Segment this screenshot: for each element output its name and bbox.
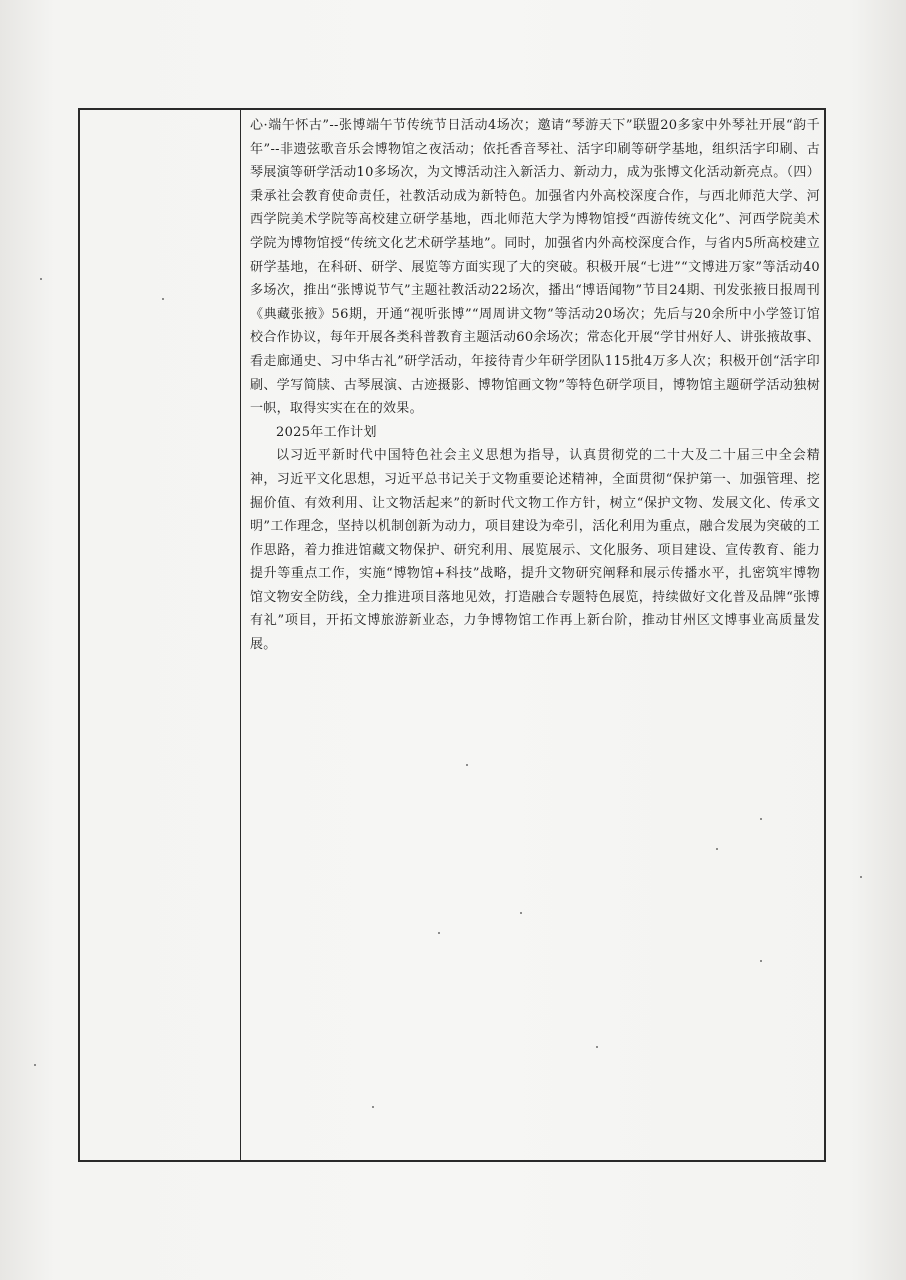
paper-speck bbox=[520, 912, 522, 914]
continued-paragraph: 心·端午怀古”--张博端午节传统节日活动4场次；邀请“琴游天下”联盟20多家中外琴社开展“韵千年”--非遗弦歌音乐会博物馆之夜活动；依托香音琴社、活字印刷等研学基地，组织活字印刷、古琴展演等研学活动10多场次，为文博活动注入新活力、新动力，成为张博文化活动新亮点。（四）秉承社会教育使命责任，社教活动成为新特色。加强省内外高校深度合作，与西北师范大学、河西学院美术学院等高校建立研学基地，西北师范大学为博物馆授“西游传统文化”、河西学院美术学院为博物馆授“传统文化艺术研学基地”。同时，加强省内外高校深度合作，与省内5所高校建立研学基地，在科研、研学、展览等方面实现了大的突破。积极开展“七进”“文博进万家”等活动40多场次，推出“张博说节气”主题社教活动22场次，播出“博语闻物”节目24期、刊发张掖日报周刊《典藏张掖》56期，开通“视听张博”“周周讲文物”等活动20场次；先后与20余所中小学签订馆校合作协议，每年开展各类科普教育主题活动60余场次；常态化开展“学甘州好人、讲张掖故事、看走廊通史、习中华古礼”研学活动，年接待青少年研学团队115批4万多人次；积极开创“活字印刷、学写简牍、古琴展演、古迹摄影、博物馆画文物”等特色研学项目，博物馆主题研学活动独树一帜，取得实实在在的效果。 bbox=[250, 118, 820, 417]
paper-speck bbox=[760, 818, 762, 820]
paper-speck bbox=[466, 764, 468, 766]
column-divider bbox=[240, 110, 241, 1160]
paper-speck bbox=[372, 1106, 374, 1108]
form-table bbox=[78, 108, 826, 1162]
plan-heading: 2025年工作计划 bbox=[276, 424, 377, 440]
content-cell bbox=[250, 114, 820, 657]
paper-speck bbox=[596, 1046, 598, 1048]
paper-speck bbox=[162, 298, 164, 300]
paper-speck bbox=[760, 960, 762, 962]
paper-speck bbox=[860, 876, 862, 878]
paper-speck bbox=[438, 932, 440, 934]
plan-paragraph: 以习近平新时代中国特色社会主义思想为指导，认真贯彻党的二十大及二十届三中全会精神，习近平文化思想，习近平总书记关于文物重要论述精神，全面贯彻“保护第一、加强管理、挖掘价值、有效利用、让文物活起来”的新时代文物工作方针，树立“保护文物、发展文化、传承文明”工作理念，坚持以机制创新为动力，项目建设为牵引，活化利用为重点，融合发展为突破的工作思路，着力推进馆藏文物保护、研究利用、展览展示、文化服务、项目建设、宣传教育、能力提升等重点工作，实施“博物馆+科技”战略，提升文物研究阐释和展示传播水平，扎密筑牢博物馆文物安全防线，全力推进项目落地见效，打造融合专题特色展览，持续做好文化普及品牌“张博有礼”项目，开拓文博旅游新业态，力争博物馆工作再上新台阶，推动甘州区文博事业高质量发展。 bbox=[250, 448, 820, 653]
paper-speck bbox=[716, 848, 718, 850]
paper-speck bbox=[40, 278, 42, 280]
paper-speck bbox=[34, 1064, 36, 1066]
